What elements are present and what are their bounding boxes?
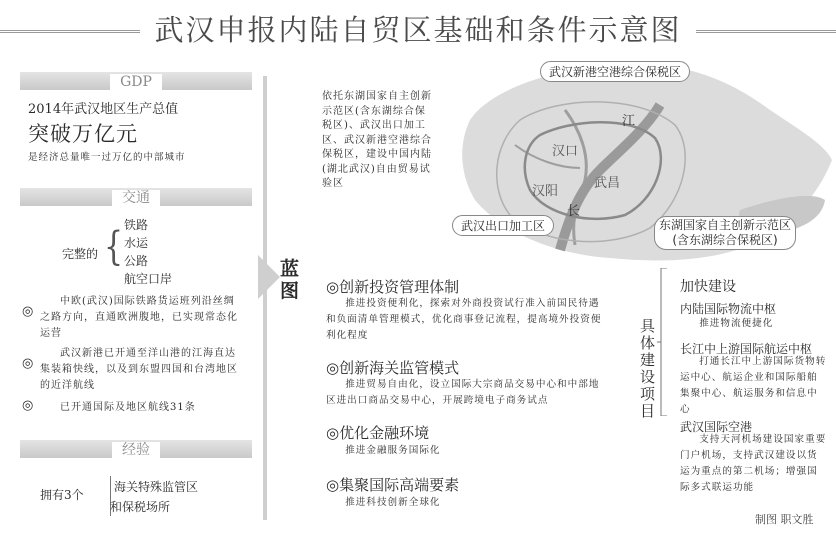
project-desc: 打通长江中上游国际货物转运中心、航运企业和国际船舶集聚中心、航运服务和信息中心 [680, 356, 827, 415]
transport-heading: 交通 [112, 190, 160, 206]
blueprint-item-desc: 推进科技创新全球化 [345, 497, 441, 508]
map-label-east-lake [654, 216, 796, 250]
bullet-icon: ◎ [326, 476, 340, 494]
blueprint-item [326, 474, 459, 495]
project-title: 武汉国际空港 [680, 420, 753, 434]
gdp-big-number: 突破万亿元 [28, 122, 138, 146]
transport-note: 中欧(武汉)国际铁路货运班列沿丝绸之路方向，直通欧洲腹地，已实现常态化运营 [40, 296, 238, 339]
map-label-export-zone: 武汉出口加工区 [452, 215, 554, 236]
blueprint-item-title: 创新海关监管模式 [339, 359, 460, 377]
blueprint-item [326, 276, 459, 297]
intro-text: 依托东湖国家自主创新示范区(含东湖综合保税区)、武汉出口加工区、武汉新港空港综合保税区，建设中国内陆(湖北武汉)自由贸易试验区 [322, 91, 432, 189]
experience-label: 拥有3个 [40, 488, 84, 502]
blueprint-item-title: 优化金融环境 [339, 424, 430, 442]
map-chang: 长 [567, 204, 581, 219]
transport-brace: { [104, 224, 124, 271]
gdp-line2: 是经济总量唯一过万亿的中部城市 [28, 152, 186, 163]
blueprint-item-desc: 推进金融服务国际化 [345, 445, 441, 456]
experience-text1: 海关特殊监管区 [114, 480, 199, 494]
map-hanyang: 汉阳 [532, 184, 559, 199]
transport-label: 完整的 [62, 247, 99, 261]
bullet-icon: ◎ [22, 398, 34, 413]
map-label-airport-port-zone: 武汉新港空港综合保税区 [540, 61, 690, 82]
blueprint-item [326, 422, 429, 443]
experience-heading: 经验 [112, 442, 160, 458]
bullet-icon: ◎ [326, 424, 340, 442]
transport-item: 铁路 [124, 218, 149, 232]
transport-note: 已开通国际及地区航线31条 [60, 402, 196, 413]
project-desc: 支持天河机场建设国家重要门户机场，支持武汉建设以货运为重点的第二机场；增强国际多式联运功能 [680, 434, 827, 493]
blueprint-arrow-icon [258, 255, 280, 299]
bullet-icon: ◎ [22, 356, 34, 371]
blueprint-item-title: 创新投资管理体制 [339, 278, 460, 296]
map-wuchang: 武昌 [594, 176, 621, 191]
experience-section-header [20, 440, 252, 458]
blueprint-label: 蓝图 [280, 258, 300, 302]
project-desc: 推进物流便捷化 [699, 318, 774, 329]
blueprint-item-desc: 推进投资便利化，探索对外商投资试行准入前国民待遇和负面清单管理模式，优化商事登记流程，提高境外投资便利化程度 [326, 298, 602, 341]
transport-note: 武汉新港已开通至洋山港的江海直达集装箱快线，以及到东盟四国和台湾地区的近洋航线 [40, 348, 238, 391]
transport-section-header [20, 188, 252, 206]
page-title: 武汉申报内陆自贸区基础和条件示意图 [140, 13, 695, 47]
transport-item: 公路 [124, 254, 149, 268]
map-jiang: 江 [622, 114, 636, 129]
bullet-icon: ◎ [22, 304, 34, 319]
bullet-icon: ◎ [326, 278, 340, 296]
transport-items [124, 216, 172, 288]
credit: 制图 职文胜 [755, 513, 814, 526]
gdp-section-header [20, 72, 252, 90]
project-title: 内陆国际物流中枢 [680, 302, 777, 316]
projects-label: 具体建设项目 [640, 317, 656, 420]
experience-text2: 和保税场所 [110, 500, 171, 514]
transport-item: 水运 [124, 236, 149, 250]
blueprint-item [326, 357, 459, 378]
transport-item: 航空口岸 [124, 272, 173, 286]
bullet-icon: ◎ [326, 359, 340, 377]
blueprint-item-desc: 推进贸易自由化，设立国际大宗商品交易中心和中部地区进出口商品交易中心，开展跨境电子商务试点 [326, 379, 600, 406]
gdp-line1: 2014年武汉地区生产总值 [28, 102, 179, 117]
projects-bracket-icon [657, 268, 671, 416]
east-lake-label-line1: 东湖国家自主创新示范区 [659, 218, 792, 232]
map-hankou: 汉口 [552, 144, 579, 159]
project-title: 长江中上游国际航运中枢 [680, 342, 813, 356]
east-lake-label-line2: (含东湖综合保税区) [672, 233, 778, 247]
projects-heading: 加快建设 [680, 279, 736, 295]
page-title-area [0, 8, 836, 56]
blueprint-item-title: 集聚国际高端要素 [339, 476, 460, 494]
gdp-heading: GDP [110, 74, 162, 90]
